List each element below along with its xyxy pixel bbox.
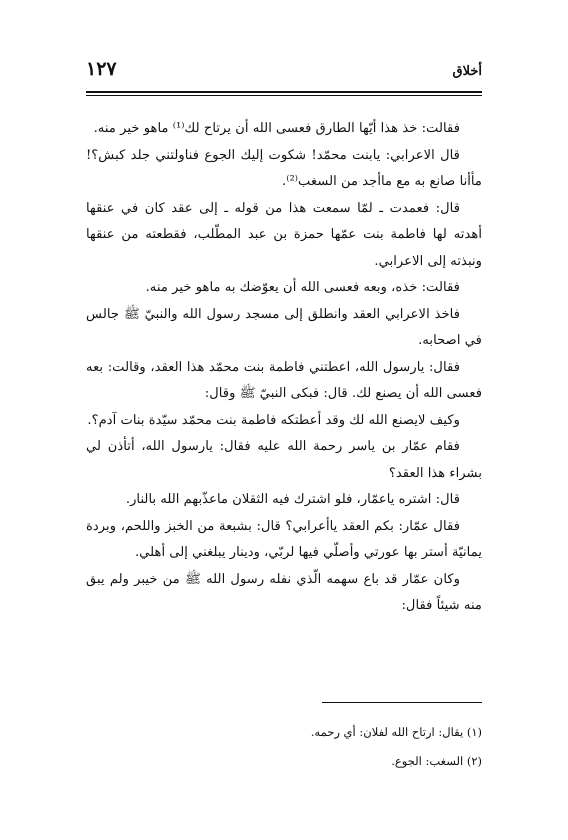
paragraph: قال الاعرابي: يابنت محمّد! شكوت إليك الجوع فناولتني جلد كبش؟! مأأنا صانع به مع ماأجد من السغب⁽²⁾.	[86, 147, 482, 189]
header-rule-thick	[86, 91, 482, 93]
paragraph: فقال: يارسول الله، اعطتني فاطمة بنت محمّد هذا العقد، وقالت: بعه فعسى الله أن يصنع لك. قال: فبكى النبيّ ﷺ وقال:	[86, 359, 482, 401]
footnote-separator	[322, 702, 482, 703]
paragraph: فقالت: خذ هذا أيّها الطارق فعسى الله أن يرتاح لك⁽¹⁾ ماهو خير منه.	[93, 121, 460, 136]
page-number: ١٢٧	[86, 58, 117, 80]
page-header	[86, 56, 482, 86]
paragraph: قال: اشتره ياعمّار، فلو اشترك فيه الثقلان ماعذّبهم الله بالنار.	[125, 492, 460, 507]
paragraph: فقال عمّار: بكم العقد ياأعرابي؟ قال: بشبعة من الخبز واللحم، وبردة يمانيّة أستر بها عورتي وأصلّي فيها لربّي، ودينار يبلغني إلى أهلي.	[86, 518, 482, 560]
footnote: (٢) السغب: الجوع.	[391, 754, 482, 768]
running-title: أخلاق	[452, 64, 482, 79]
paragraph: فقالت: خذه، وبعه فعسى الله أن يعوّضك به ماهو خير منه.	[145, 280, 460, 295]
header-rule-thin	[86, 95, 482, 96]
footnotes	[86, 718, 482, 776]
paragraph: وكيف لايصنع الله لك وقد أعطتكه فاطمة بنت محمّد سيّدة بنات آدم؟.	[87, 412, 460, 428]
paragraph: قال: فعمدت ـ لمّا سمعت هذا من قوله ـ إلى عقد كان في عنقها أهدته لها فاطمة بنت عمّها حمزة بن عبد المطّلب، فقطعته من عنقها ونبذته إلى الاعرابي.	[86, 200, 482, 269]
paragraph: فقام عمّار بن ياسر رحمة الله عليه فقال: يارسول الله، أتأذن لي بشراء هذا العقد؟	[86, 439, 482, 481]
paragraph: وكان عمّار قد باع سهمه الّذي نفله رسول الله ﷺ من خيبر ولم يبق منه شيئاً فقال:	[86, 571, 482, 613]
footnote: (١) يقال: ارتاح الله لفلان: أي رحمه.	[310, 725, 482, 739]
main-text	[86, 116, 482, 620]
paragraph: فاخذ الاعرابي العقد وانطلق إلى مسجد رسول الله والنبيّ ﷺ جالس في اصحابه.	[86, 306, 482, 348]
